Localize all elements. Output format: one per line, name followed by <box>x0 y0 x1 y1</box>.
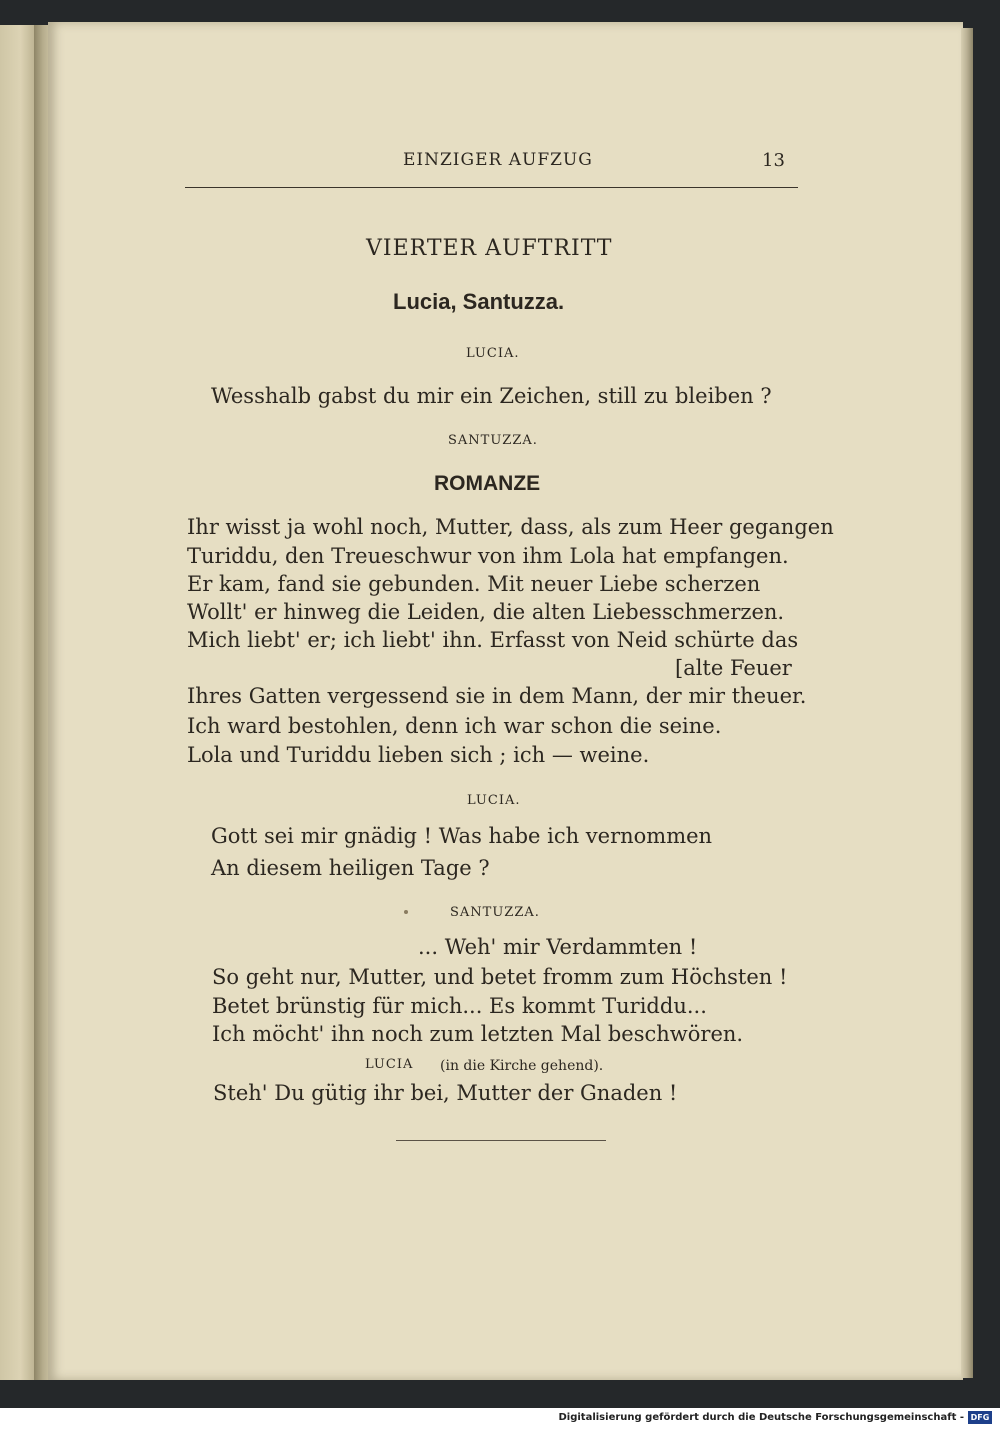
speaker-label: LUCIA. <box>466 346 520 361</box>
verse-line: Ihr wisst ja wohl noch, Mutter, dass, als zum Heer gegangen <box>187 515 834 539</box>
ink-speck <box>404 910 408 914</box>
verse-line: Gott sei mir gnädig ! Was habe ich vernommen <box>211 824 713 848</box>
verse-line-turnover: [alte Feuer <box>675 656 792 680</box>
speaker-label: SANTUZZA. <box>448 433 538 448</box>
verse-line: Wesshalb gabst du mir ein Zeichen, still zu bleiben ? <box>211 384 772 408</box>
dfg-logo: DFG <box>968 1411 992 1424</box>
page-number: 13 <box>762 150 785 171</box>
verse-line: Ich ward bestohlen, denn ich war schon die seine. <box>187 714 722 738</box>
digitization-credit: Digitalisierung gefördert durch die Deutsche Forschungsgemeinschaft - <box>558 1412 964 1423</box>
verse-line: Betet brünstig für mich... Es kommt Turiddu... <box>212 994 707 1018</box>
verse-line: Lola und Turiddu lieben sich ; ich — weine. <box>187 743 650 767</box>
section-heading: ROMANZE <box>434 472 541 495</box>
page-stack-edge <box>961 28 973 1378</box>
running-head: EINZIGER AUFZUG <box>403 150 593 170</box>
speaker-label: LUCIA <box>365 1057 414 1072</box>
stage-direction: (in die Kirche gehend). <box>440 1058 604 1074</box>
verse-line: An diesem heiligen Tage ? <box>211 856 490 880</box>
verse-line: Ihres Gatten vergessend sie in dem Mann, der mir theuer. <box>187 684 807 708</box>
header-rule <box>185 187 798 188</box>
facing-page-edge <box>0 25 34 1380</box>
verse-line: Er kam, fand sie gebunden. Mit neuer Liebe scherzen <box>187 572 761 596</box>
verse-line: Turiddu, den Treueschwur von ihm Lola hat empfangen. <box>187 544 789 568</box>
speaker-label: LUCIA. <box>467 793 521 808</box>
verse-line: Wollt' er hinweg die Leiden, die alten Liebesschmerzen. <box>187 600 785 624</box>
verse-line: So geht nur, Mutter, und betet fromm zum Höchsten ! <box>212 965 788 989</box>
verse-line: Ich möcht' ihn noch zum letzten Mal beschwören. <box>212 1022 744 1046</box>
verse-line: ... Weh' mir Verdammten ! <box>418 935 698 959</box>
speaker-label: SANTUZZA. <box>450 905 540 920</box>
scene-title: VIERTER AUFTRITT <box>366 236 613 261</box>
verse-line: Steh' Du gütig ihr bei, Mutter der Gnaden ! <box>213 1081 678 1105</box>
scene-characters: Lucia, Santuzza. <box>393 289 565 314</box>
closing-rule <box>396 1140 606 1141</box>
verse-line: Mich liebt' er; ich liebt' ihn. Erfasst von Neid schürte das <box>187 628 799 652</box>
